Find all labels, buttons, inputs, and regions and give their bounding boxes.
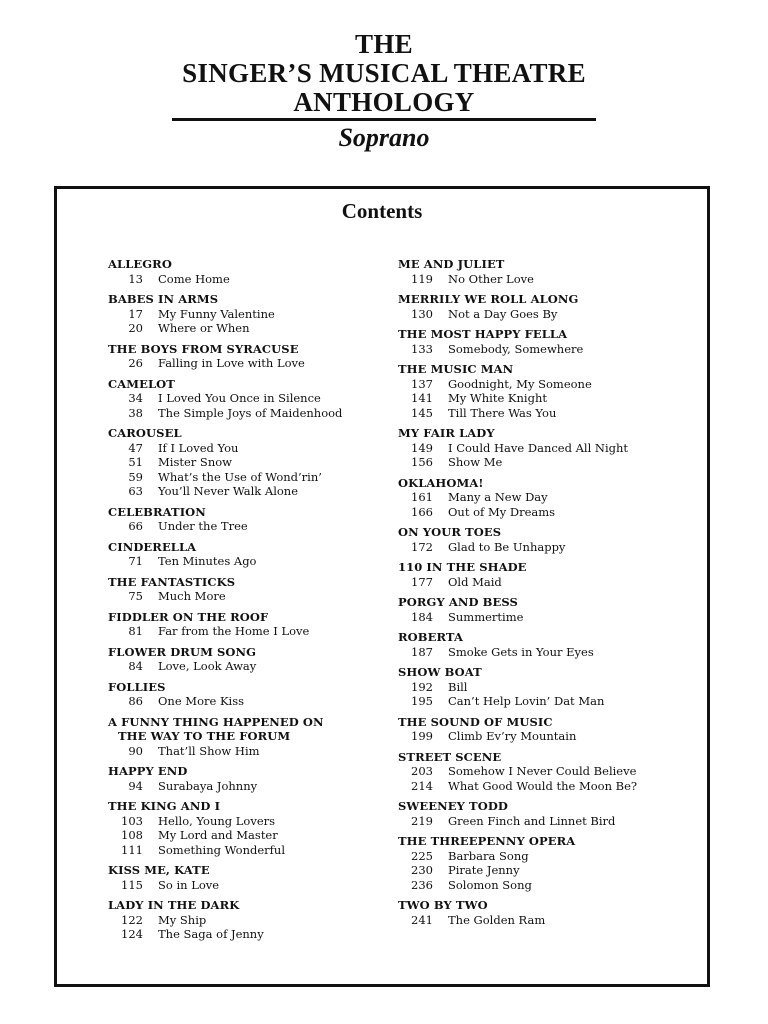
song-page-number: 172 (411, 539, 433, 554)
song-name: Not a Day Goes By (448, 306, 558, 321)
show-title-line: THE MOST HAPPY FELLA (398, 327, 568, 341)
song-name: My Ship (158, 912, 207, 927)
song-name: Where or When (158, 321, 250, 335)
song-row (398, 814, 688, 829)
song-row (108, 356, 388, 371)
show-title (108, 645, 388, 660)
song-page-number: 166 (411, 504, 433, 519)
song-page-number: 94 (128, 778, 143, 793)
show-title (108, 505, 388, 520)
show-title (398, 476, 688, 491)
show-title-line: CAMELOT (108, 376, 175, 391)
song-page-number: 71 (128, 554, 143, 568)
song-row (108, 828, 388, 843)
show-title (108, 342, 388, 357)
song-row (398, 455, 688, 470)
song-row (108, 307, 388, 322)
song-page-number: 17 (128, 306, 143, 321)
show-title-line: THE BOYS FROM SYRACUSE (108, 341, 299, 356)
song-row (398, 913, 688, 928)
song-row (398, 680, 688, 695)
song-page-number: 66 (128, 519, 143, 533)
song-name: Green Finch and Linnet Bird (448, 813, 616, 828)
show-title-line: THE SOUND OF MUSIC (398, 714, 553, 729)
show-entry (398, 327, 688, 356)
show-title (108, 610, 388, 625)
song-row (398, 779, 688, 794)
song-page-number: 195 (411, 694, 433, 708)
song-page-number: 184 (411, 609, 433, 624)
song-row (108, 519, 388, 534)
show-title (398, 327, 688, 342)
show-title (108, 898, 388, 913)
show-entry (398, 362, 688, 420)
song-page-number: 38 (128, 405, 143, 420)
song-page-number: 47 (128, 440, 143, 455)
contents-box (54, 186, 710, 987)
show-title-line: BABES IN ARMS (108, 292, 219, 306)
song-name: Show Me (448, 455, 503, 469)
song-row (108, 441, 388, 456)
song-row (108, 455, 388, 470)
show-entry (108, 645, 388, 674)
show-title-line: ALLEGRO (108, 257, 172, 271)
song-page-number: 26 (128, 356, 143, 370)
show-title (398, 630, 688, 645)
song-row (398, 729, 688, 744)
song-row (398, 694, 688, 709)
song-page-number: 122 (121, 912, 143, 927)
show-entry (108, 863, 388, 892)
book-subtitle: Soprano (338, 123, 430, 152)
song-name: I Loved You Once in Silence (158, 391, 321, 405)
song-page-number: 90 (128, 743, 143, 758)
show-title-line: KISS ME, KATE (108, 863, 210, 877)
show-title-line: ON YOUR TOES (398, 525, 502, 539)
song-page-number: 203 (411, 764, 433, 778)
show-title-line: FIDDLER ON THE ROOF (108, 609, 269, 624)
show-title-line: HAPPY END (108, 764, 188, 778)
song-name: Far from the Home I Love (158, 624, 310, 638)
show-title-line: MERRILY WE ROLL ALONG (398, 292, 579, 306)
show-title (108, 575, 388, 590)
show-title-line: SHOW BOAT (398, 665, 482, 679)
song-name: What Good Would the Moon Be? (448, 778, 638, 793)
song-row (398, 342, 688, 357)
show-entry (398, 665, 688, 709)
show-entry (398, 525, 688, 554)
song-name: Solomon Song (448, 877, 532, 892)
song-page-number: 219 (411, 813, 433, 828)
song-row (108, 272, 388, 287)
show-entry (108, 575, 388, 604)
show-entry (108, 377, 388, 421)
show-entry (398, 560, 688, 589)
show-entry (108, 764, 388, 793)
song-row (108, 589, 388, 604)
show-title-line: THE KING AND I (108, 799, 221, 813)
song-page-number: 108 (121, 828, 143, 842)
song-page-number: 130 (411, 306, 433, 321)
show-title-line: PORGY AND BESS (398, 595, 518, 609)
song-page-number: 51 (128, 455, 143, 469)
song-page-number: 230 (411, 863, 433, 877)
song-page-number: 133 (411, 341, 433, 356)
song-page-number: 20 (128, 321, 143, 335)
show-entry (398, 426, 688, 470)
song-row (398, 863, 688, 878)
song-page-number: 156 (411, 455, 433, 469)
song-row (108, 843, 388, 858)
show-title-line: CINDERELLA (108, 539, 197, 554)
show-title (398, 362, 688, 377)
song-name: My Funny Valentine (158, 306, 275, 321)
song-row (108, 554, 388, 569)
show-entry (108, 799, 388, 857)
show-title-line: 110 IN THE SHADE (398, 560, 527, 574)
show-entry (398, 799, 688, 828)
show-entry (398, 715, 688, 744)
song-row (398, 490, 688, 505)
song-page-number: 59 (128, 469, 143, 484)
song-name: Barbara Song (448, 848, 529, 863)
song-row (108, 744, 388, 759)
song-name: No Other Love (448, 271, 534, 286)
song-name: If I Loved You (158, 440, 239, 455)
song-page-number: 236 (411, 877, 433, 892)
show-entry (108, 898, 388, 942)
song-row (398, 505, 688, 520)
song-page-number: 141 (411, 391, 433, 405)
song-page-number: 34 (128, 391, 143, 405)
show-entry (398, 257, 688, 286)
song-name: Smoke Gets in Your Eyes (448, 644, 594, 659)
show-entry (108, 257, 388, 286)
song-name: Can’t Help Lovin’ Dat Man (448, 694, 605, 708)
show-entry (108, 610, 388, 639)
song-page-number: 86 (128, 694, 143, 708)
song-name: Many a New Day (448, 490, 548, 504)
show-title (398, 898, 688, 913)
book-title-line-1: THE (355, 29, 413, 59)
song-name: Till There Was You (448, 405, 557, 420)
song-page-number: 124 (121, 927, 143, 941)
song-name: Pirate Jenny (448, 863, 520, 877)
song-name: My White Knight (448, 391, 547, 405)
show-title (108, 715, 388, 744)
show-title (398, 426, 688, 441)
song-row (398, 406, 688, 421)
song-name: Come Home (158, 271, 230, 286)
show-title (108, 426, 388, 441)
show-entry (108, 540, 388, 569)
show-title-line: SWEENEY TODD (398, 799, 508, 813)
song-row (398, 441, 688, 456)
contents-right-column (398, 257, 688, 933)
song-row (398, 575, 688, 590)
song-page-number: 115 (121, 877, 143, 892)
show-title (398, 799, 688, 814)
song-row (398, 610, 688, 625)
show-entry (398, 834, 688, 892)
song-name: One More Kiss (158, 694, 245, 708)
song-name: Bill (448, 679, 468, 694)
song-name: The Simple Joys of Maidenhood (158, 405, 343, 420)
song-page-number: 149 (411, 440, 433, 455)
show-title-line: FLOWER DRUM SONG (108, 644, 257, 659)
show-entry (398, 750, 688, 794)
song-name: Old Maid (448, 574, 502, 589)
song-row (398, 307, 688, 322)
show-title (398, 292, 688, 307)
song-row (108, 391, 388, 406)
show-entry (398, 630, 688, 659)
song-name: Out of My Dreams (448, 504, 556, 519)
song-page-number: 119 (411, 271, 433, 286)
song-page-number: 192 (411, 679, 433, 694)
song-name: Glad to Be Unhappy (448, 539, 566, 554)
show-title-line: CELEBRATION (108, 504, 206, 519)
song-name: The Saga of Jenny (158, 927, 264, 941)
show-entry (108, 715, 388, 759)
show-title (108, 257, 388, 272)
song-name: Somehow I Never Could Believe (448, 764, 637, 778)
contents-left-column (108, 257, 388, 948)
song-row (398, 377, 688, 392)
song-row (108, 484, 388, 499)
song-name: Goodnight, My Someone (448, 376, 592, 391)
show-title (398, 665, 688, 680)
song-name: Much More (158, 589, 226, 603)
song-page-number: 145 (411, 405, 433, 420)
song-row (398, 878, 688, 893)
song-row (108, 878, 388, 893)
song-row (108, 406, 388, 421)
show-entry (398, 595, 688, 624)
song-row (108, 470, 388, 485)
show-title (398, 257, 688, 272)
song-row (108, 321, 388, 336)
song-page-number: 137 (411, 376, 433, 391)
show-entry (108, 426, 388, 499)
song-row (108, 927, 388, 942)
show-title (108, 292, 388, 307)
song-row (108, 913, 388, 928)
book-header (0, 30, 768, 154)
show-title-line: LADY IN THE DARK (108, 898, 240, 912)
show-title (398, 560, 688, 575)
show-title-line: THE FANTASTICKS (108, 574, 236, 589)
song-page-number: 84 (128, 659, 143, 673)
song-page-number: 103 (121, 813, 143, 828)
show-title (398, 715, 688, 730)
song-row (108, 814, 388, 829)
song-name: Something Wonderful (158, 842, 286, 857)
song-page-number: 161 (411, 490, 433, 504)
song-name: Climb Ev’ry Mountain (448, 729, 577, 743)
show-title-line: OKLAHOMA! (398, 475, 484, 490)
contents-heading: Contents (341, 199, 423, 223)
show-title (398, 595, 688, 610)
song-name: Mister Snow (158, 455, 232, 469)
song-row (108, 659, 388, 674)
song-name: Under the Tree (158, 519, 248, 533)
song-page-number: 177 (411, 574, 433, 589)
show-title-line: THE MUSIC MAN (398, 362, 514, 376)
show-title (108, 540, 388, 555)
song-page-number: 13 (128, 271, 143, 286)
show-title (108, 764, 388, 779)
show-title-line: STREET SCENE (398, 749, 502, 764)
show-entry (398, 292, 688, 321)
song-row (398, 849, 688, 864)
show-title (108, 377, 388, 392)
song-page-number: 75 (128, 589, 143, 603)
song-row (108, 624, 388, 639)
song-page-number: 81 (128, 624, 143, 638)
book-title-line-2: SINGER’S MUSICAL THEATRE (182, 58, 586, 88)
song-page-number: 111 (121, 842, 143, 857)
show-title-line: MY FAIR LADY (398, 426, 495, 440)
show-title (108, 799, 388, 814)
song-name: Summertime (448, 609, 524, 624)
song-row (398, 645, 688, 660)
show-entry (398, 898, 688, 927)
song-row (398, 764, 688, 779)
song-row (108, 694, 388, 709)
song-page-number: 225 (411, 848, 433, 863)
song-row (398, 272, 688, 287)
title-rule (172, 118, 596, 121)
song-name: What’s the Use of Wond’rin’ (158, 469, 322, 484)
show-title-line: ME AND JULIET (398, 257, 505, 271)
song-row (398, 391, 688, 406)
show-title (108, 863, 388, 878)
song-name: Ten Minutes Ago (158, 554, 257, 568)
song-name: That’ll Show Him (158, 743, 260, 758)
song-name: Falling in Love with Love (158, 356, 305, 370)
show-title-line: FOLLIES (108, 679, 166, 694)
song-page-number: 187 (411, 644, 433, 659)
song-name: The Golden Ram (448, 912, 546, 927)
show-title-line: THE WAY TO THE FORUM (118, 729, 291, 743)
show-entry (108, 505, 388, 534)
show-entry (108, 292, 388, 336)
show-title-line: ROBERTA (398, 630, 463, 644)
song-name: I Could Have Danced All Night (448, 440, 629, 455)
show-title-line: TWO BY TWO (398, 898, 488, 912)
song-name: So in Love (158, 877, 220, 892)
song-row (108, 779, 388, 794)
song-page-number: 241 (411, 912, 433, 927)
song-name: Love, Look Away (158, 659, 257, 673)
song-row (398, 540, 688, 555)
show-entry (108, 342, 388, 371)
show-title (398, 750, 688, 765)
song-page-number: 214 (411, 778, 433, 793)
show-entry (398, 476, 688, 520)
show-title (108, 680, 388, 695)
song-name: Surabaya Johnny (158, 778, 258, 793)
song-name: You’ll Never Walk Alone (158, 484, 299, 498)
song-name: Hello, Young Lovers (158, 813, 276, 828)
book-title-line-3: ANTHOLOGY (293, 87, 475, 117)
show-title (398, 834, 688, 849)
song-name: My Lord and Master (158, 828, 278, 842)
song-page-number: 199 (411, 729, 433, 743)
show-entry (108, 680, 388, 709)
show-title (398, 525, 688, 540)
song-page-number: 63 (128, 484, 143, 498)
show-title-line: CAROUSEL (108, 426, 182, 440)
show-title-line: A FUNNY THING HAPPENED ON (108, 714, 324, 729)
song-name: Somebody, Somewhere (448, 341, 584, 356)
show-title-line: THE THREEPENNY OPERA (398, 834, 576, 848)
